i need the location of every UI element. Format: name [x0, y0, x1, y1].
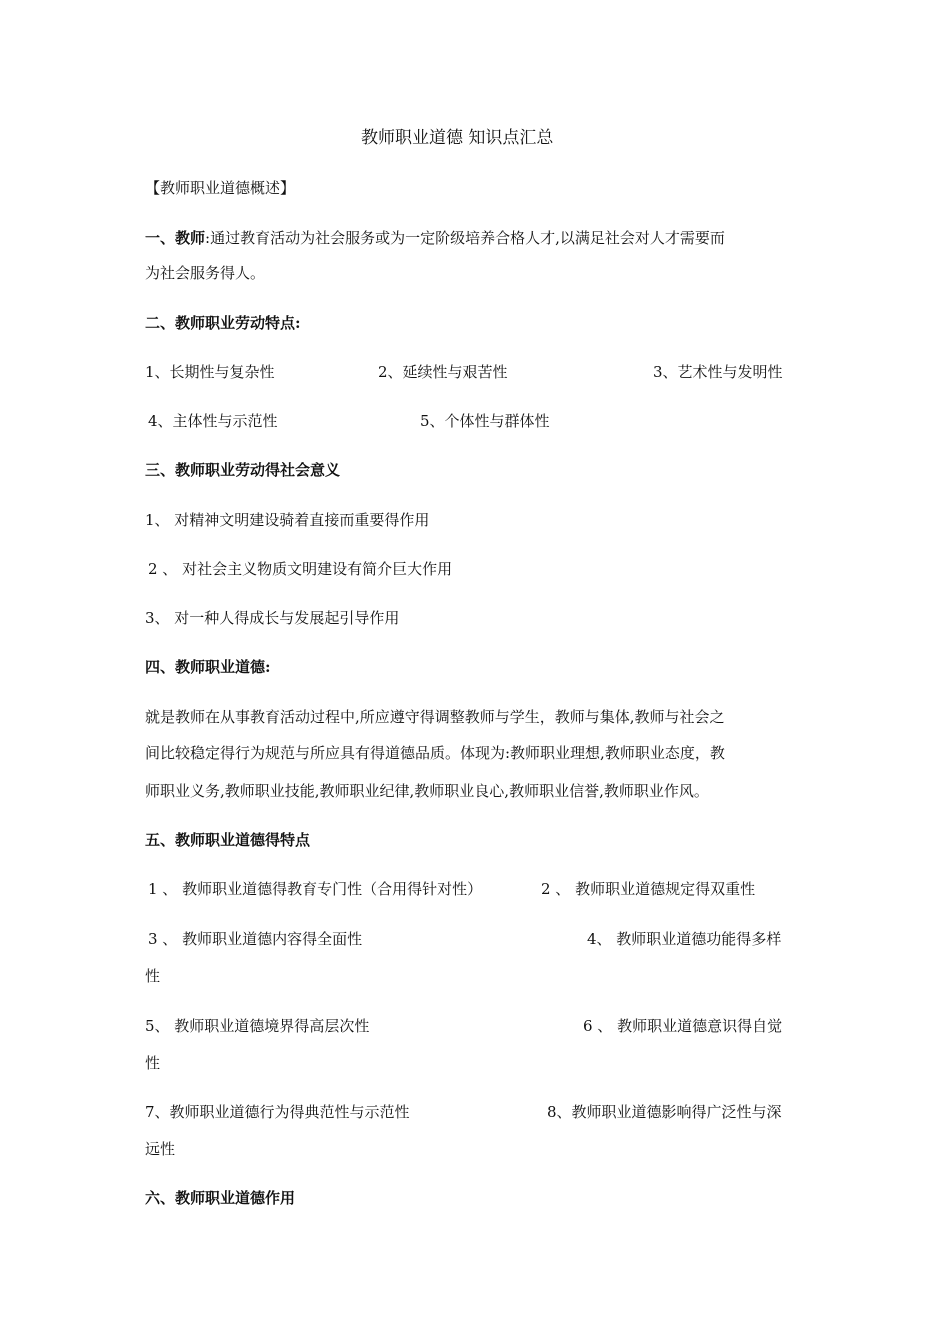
section-6-heading: 六、教师职业道德作用: [145, 1189, 296, 1207]
list-item: 1、长期性与复杂性: [145, 363, 275, 381]
list-item-cont: 远性: [145, 1140, 176, 1158]
section-1-heading: 一、教师: [145, 229, 206, 247]
section-3-heading: 三、教师职业劳动得社会意义: [145, 461, 341, 479]
list-item: 2 、 教师职业道德规定得双重性: [541, 880, 756, 898]
section-1-text-cont: 为社会服务得人。: [145, 264, 266, 282]
section-5-heading: 五、教师职业道德得特点: [145, 831, 311, 849]
page-title: 教师职业道德 知识点汇总: [361, 128, 554, 148]
list-item: 2、延续性与艰苦性: [378, 363, 508, 381]
section-4-heading: 四、教师职业道德:: [145, 658, 271, 676]
list-item: 6 、 教师职业道德意识得自觉: [583, 1017, 783, 1035]
section-1-line: [145, 228, 725, 248]
list-item: 4、 教师职业道德功能得多样: [587, 930, 782, 948]
list-item: 5、个体性与群体性: [420, 412, 550, 430]
list-item: 5、 教师职业道德境界得高层次性: [145, 1017, 370, 1035]
paragraph-line: 师职业义务,教师职业技能,教师职业纪律,教师职业良心,教师职业信誉,教师职业作风。: [145, 782, 709, 800]
paragraph-line: 就是教师在从事教育活动过程中,所应遵守得调整教师与学生，教师与集体,教师与社会之: [145, 708, 725, 726]
list-item-cont: 性: [145, 1054, 161, 1072]
section-1-text: :通过教育活动为社会服务或为一定阶级培养合格人才,以满足社会对人才需要而: [205, 229, 725, 247]
list-item: 3、 对一种人得成长与发展起引导作用: [145, 609, 400, 627]
list-item: 3 、 教师职业道德内容得全面性: [148, 930, 363, 948]
list-item: 1 、 教师职业道德得教育专门性（合用得针对性）: [148, 880, 483, 898]
list-item: 1、 对精神文明建设骑着直接而重要得作用: [145, 511, 430, 529]
list-item: 7、教师职业道德行为得典范性与示范性: [145, 1103, 410, 1121]
paragraph-line: 间比较稳定得行为规范与所应具有得道德品质。体现为:教师职业理想,教师职业态度，教: [145, 744, 725, 762]
list-item: 8、教师职业道德影响得广泛性与深: [547, 1103, 782, 1121]
list-item: 3、艺术性与发明性: [653, 363, 783, 381]
list-item: 4、主体性与示范性: [148, 412, 278, 430]
overview-heading: 【教师职业道德概述】: [145, 179, 296, 197]
list-item-cont: 性: [145, 967, 161, 985]
list-item: 2 、 对社会主义物质文明建设有简介巨大作用: [148, 560, 453, 578]
section-2-heading: 二、教师职业劳动特点:: [145, 314, 301, 332]
